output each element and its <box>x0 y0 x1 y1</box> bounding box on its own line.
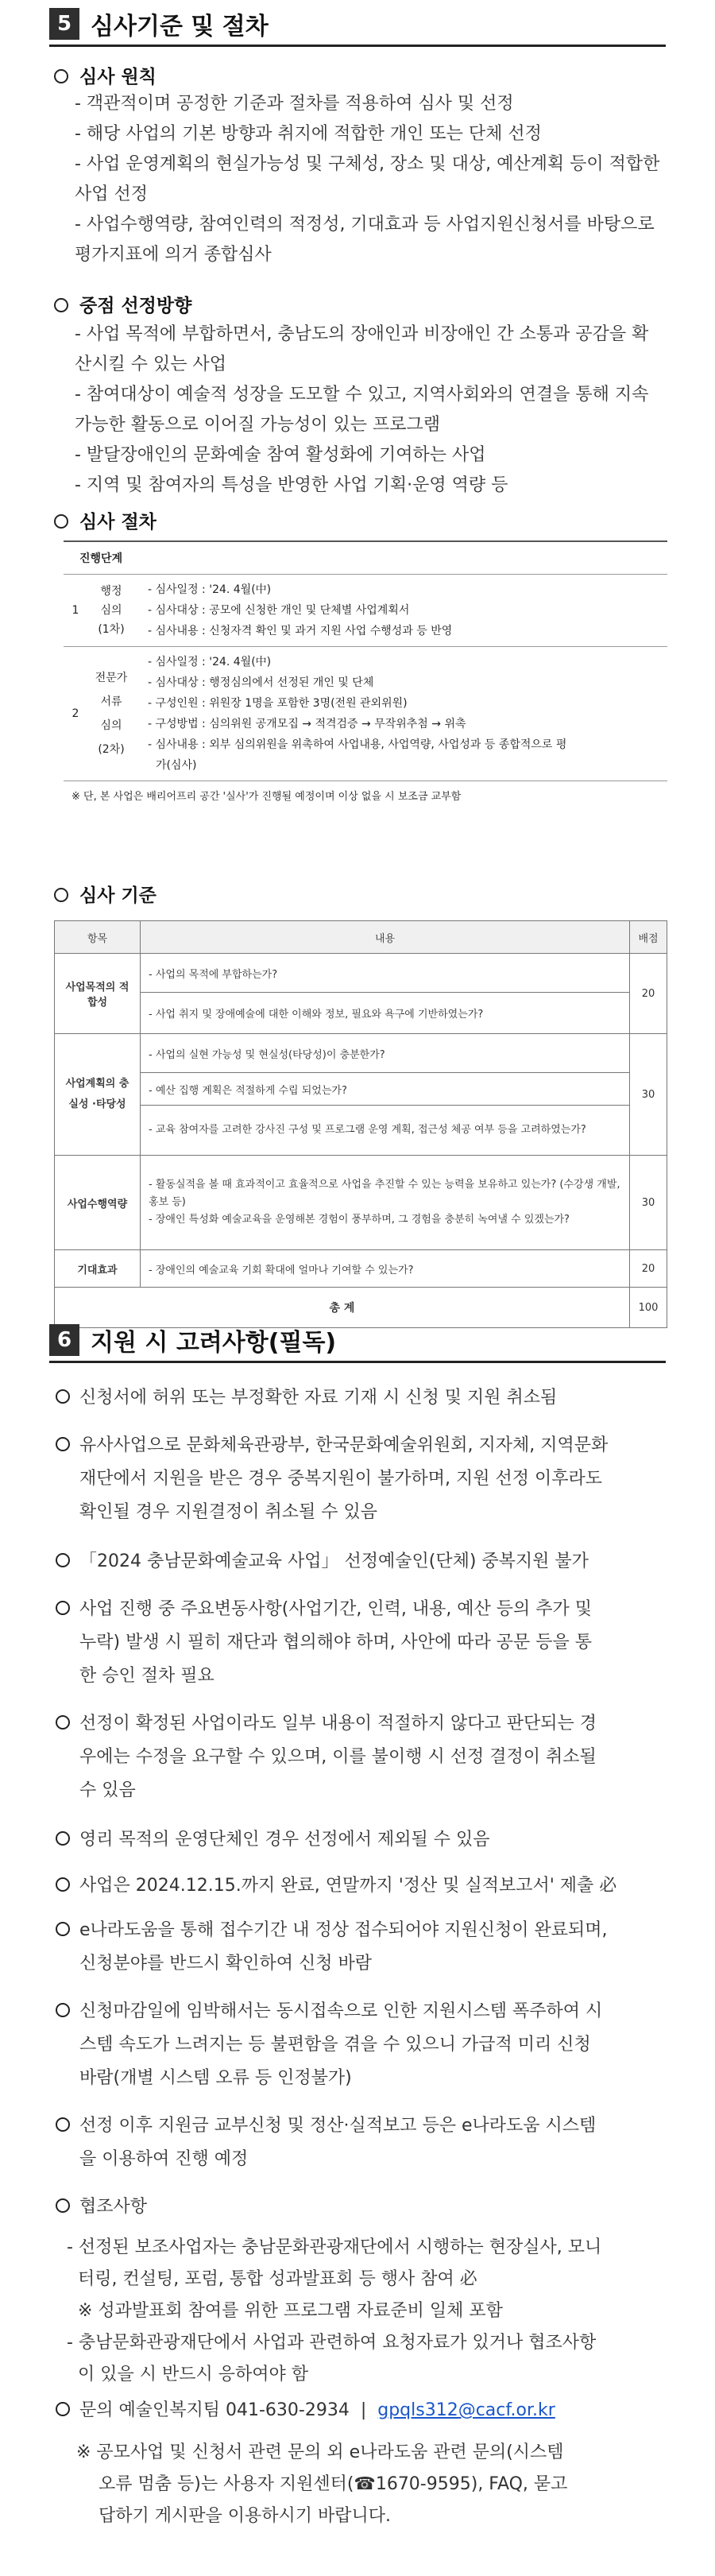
criteria-name: 사업목적의 적합성 <box>55 954 141 1034</box>
circle-bullet-icon <box>54 514 68 529</box>
circle-bullet-icon <box>56 1715 70 1730</box>
criteria-item: - 사업의 목적에 부합하는가? <box>141 954 630 993</box>
criteria-table <box>54 920 667 1328</box>
note-text: 답하기 게시판을 이용하시기 바랍니다. <box>99 2506 392 2526</box>
notice-text: 선정 이후 지원금 교부신청 및 정산·실적보고 등은 e나라도움 시스템 <box>79 2116 597 2136</box>
notice-item <box>56 2109 667 2176</box>
header-cell: 항목 <box>55 921 141 954</box>
procedure-row <box>64 647 667 781</box>
notice-text: 유사사업으로 문화체육관광부, 한국문화예술위원회, 지자체, 지역문화 <box>79 1435 609 1455</box>
circle-bullet-icon <box>56 1389 70 1404</box>
circle-bullet-icon <box>56 1877 70 1892</box>
focus-item: - 발달장애인의 문화예술 참여 활성화에 기여하는 사업 <box>75 445 486 465</box>
notice-text: 사업 진행 중 주요변동사항(사업기간, 인력, 내용, 예산 등의 추가 및 <box>79 1599 593 1619</box>
procedure-note: ※ 단, 본 사업은 배리어프리 공간 '실사'가 진행될 예정이며 이상 없을 시 보조금 교부함 <box>72 791 462 803</box>
criteria-name: 기대효과 <box>55 1250 141 1288</box>
circle-bullet-icon <box>54 69 68 83</box>
note-text: 오류 멈춤 등)는 사용자 지원센터(☎1670-9595), FAQ, 묻고 <box>99 2474 568 2494</box>
criteria-total-row <box>55 1288 667 1328</box>
circle-bullet-icon <box>56 2117 70 2132</box>
criteria-item: - 사업 취지 및 장애예술에 대한 이해와 정보, 필요와 욕구에 기반하였는가? <box>141 993 630 1034</box>
criteria-row <box>55 954 667 993</box>
notice-text: 선정이 확정된 사업이라도 일부 내용이 적절하지 않다고 판단되는 경 <box>79 1714 597 1733</box>
criteria-item: - 예산 집행 계획은 적절하게 수립 되었는가? <box>141 1073 630 1106</box>
circle-bullet-icon <box>56 1553 70 1567</box>
circle-bullet-icon <box>56 1831 70 1846</box>
subsection-procedure <box>54 507 157 533</box>
notice-item <box>56 1869 667 1903</box>
subsection-title: 심사 원칙 <box>79 67 157 87</box>
notice-text: 확인될 경우 지원결정이 취소될 수 있음 <box>79 1502 377 1522</box>
notice-item <box>56 1707 667 1807</box>
notice-item <box>56 1995 667 2095</box>
contact-item <box>56 2394 667 2427</box>
criteria-item: - 장애인의 예술교육 기회 확대에 얼마나 기여할 수 있는가? <box>141 1250 630 1288</box>
coop-text: 터링, 컨설팅, 포럼, 통합 성과발표회 등 행사 참여 必 <box>67 2269 477 2289</box>
total-score: 100 <box>630 1288 667 1328</box>
notice-item <box>56 1429 667 1529</box>
criteria-header-row <box>55 921 667 954</box>
criteria-score: 30 <box>630 1156 667 1250</box>
notice-text: 우에는 수정을 요구할 수 있으며, 이를 불이행 시 선정 결정이 취소될 <box>79 1747 597 1767</box>
criteria-row <box>55 1250 667 1288</box>
notice-text: 신청서에 허위 또는 부정확한 자료 기재 시 신청 및 지원 취소됨 <box>79 1388 558 1408</box>
section-5-header <box>49 6 269 41</box>
notice-text: 을 이용하여 진행 예정 <box>79 2149 249 2169</box>
stage-text: (1차) <box>98 623 125 636</box>
detail-item: - 심사일정 : '24. 4월(中) <box>148 583 272 596</box>
stage-text: (2차) <box>98 743 125 756</box>
total-label: 총 계 <box>55 1288 630 1328</box>
detail-item: - 심사대상 : 행정심의에서 선정된 개인 및 단체 <box>148 676 374 689</box>
detail-item: - 심사대상 : 공모에 신청한 개인 및 단체별 사업계획서 <box>148 604 410 617</box>
circle-bullet-icon <box>56 2402 70 2416</box>
procedure-row <box>64 575 667 647</box>
criteria-row <box>55 1156 667 1250</box>
subsection-principle <box>54 62 157 88</box>
criteria-score: 30 <box>630 1034 667 1156</box>
stage-label <box>87 582 135 639</box>
notice-text: 누락) 발생 시 필히 재단과 협의해야 하며, 사안에 따라 공문 등을 통 <box>79 1633 593 1652</box>
notice-item <box>56 1545 667 1579</box>
notice-text: 「2024 충남문화예술교육 사업」 선정예술인(단체) 중복지원 불가 <box>79 1551 589 1571</box>
focus-item: - 참여대상이 예술적 성장을 도모할 수 있고, 지역사회와의 연결을 통해 지속가능한 활동으로 이어질 가능성이 있는 프로그램 <box>75 385 649 435</box>
principle-item: - 해당 사업의 기본 방향과 취지에 적합한 개인 또는 단체 선정 <box>75 124 542 144</box>
notice-text: 수 있음 <box>79 1780 136 1800</box>
detail-item: - 구성방법 : 심의위원 공개모집 → 적격검증 → 무작위추첨 → 위촉 <box>148 718 466 730</box>
stage-details <box>135 579 667 641</box>
coop-text: - 선정된 보조사업자는 충남문화관광재단에서 시행하는 현장실사, 모니 <box>67 2237 602 2257</box>
detail-item: - 심사내용 : 신청자격 확인 및 과거 지원 사업 수행성과 등 반영 <box>148 625 453 637</box>
coop-text: - 충남문화관광재단에서 사업과 관련하여 요청자료가 있거나 협조사항 <box>67 2333 597 2353</box>
detail-item: - 구성인원 : 위원장 1명을 포함한 3명(전원 관외위원) <box>148 697 408 710</box>
coop-text: ※ 성과발표회 참여를 위한 프로그램 자료준비 일체 포함 <box>67 2301 503 2321</box>
procedure-header: 진행단계 <box>64 540 667 575</box>
subsection-title: 중점 선정방향 <box>79 296 192 316</box>
criteria-row <box>55 1106 667 1156</box>
stage-text: 서류 <box>100 695 122 708</box>
circle-bullet-icon <box>56 2198 70 2213</box>
section-number: 6 <box>49 1324 79 1356</box>
circle-bullet-icon <box>56 1922 70 1936</box>
detail-item: - 심사일정 : '24. 4월(中) <box>148 656 272 668</box>
criteria-item: - 활동실적을 볼 때 효과적이고 효율적으로 사업을 추진할 수 있는 능력을 보유하고 있는가? (수강생 개발, 홍보 등) <box>149 1179 620 1208</box>
note-text: ※ 공모사업 및 신청서 관련 문의 외 e나라도움 관련 문의(시스템 <box>76 2442 564 2462</box>
stage-text: 심의 <box>100 719 122 732</box>
subsection-title: 심사 절차 <box>79 512 157 533</box>
contact-email-link[interactable]: gpqls312@cacf.or.kr <box>377 2400 555 2420</box>
notice-text: 협조사항 <box>79 2197 148 2217</box>
focus-item: - 사업 목적에 부합하면서, 충남도의 장애인과 비장애인 간 소통과 공감을 확산시킬 수 있는 사업 <box>75 324 649 374</box>
principle-item: - 사업수행역량, 참여인력의 적정성, 기대효과 등 사업지원신청서를 바탕으로 평가지표에 의거 종합심사 <box>75 215 655 265</box>
section-title: 심사기준 및 절차 <box>91 13 269 41</box>
circle-bullet-icon <box>54 298 68 312</box>
focus-item: - 지역 및 참여자의 특성을 반영한 사업 기획·운영 역량 등 <box>75 475 508 495</box>
help-note <box>76 2437 664 2532</box>
subsection-title: 심사 기준 <box>79 885 157 906</box>
criteria-item: - 장애인 특성화 예술교육을 운영해본 경험이 풍부하며, 그 경험을 충분히 녹여낼 수 있겠는가? <box>149 1214 570 1226</box>
section-title: 지원 시 고려사항(필독) <box>91 1329 337 1357</box>
coop-item <box>67 2232 655 2391</box>
notice-text: 사업은 2024.12.15.까지 완료, 연말까지 '정산 및 실적보고서' 제출 必 <box>79 1876 617 1896</box>
procedure-table <box>64 540 667 803</box>
notice-text: 바람(개별 시스템 오류 등 인정불가) <box>79 2068 352 2088</box>
detail-item: - 심사내용 : 외부 심의위원을 위촉하여 사업내용, 사업역량, 사업성과 등 종합적으로 평가(심사) <box>148 738 567 772</box>
criteria-row <box>55 993 667 1034</box>
notice-text: 영리 목적의 운영단체인 경우 선정에서 제외될 수 있음 <box>79 1830 490 1850</box>
circle-bullet-icon <box>56 1601 70 1615</box>
criteria-item: - 교육 참여자를 고려한 강사진 구성 및 프로그램 운영 계획, 접근성 체공 여부 등을 고려하였는가? <box>141 1106 630 1156</box>
principle-item: - 객관적이며 공정한 기준과 절차를 적용하여 심사 및 선정 <box>75 94 514 114</box>
notice-text: 스템 속도가 느려지는 등 불편함을 겪을 수 있으니 가급적 미리 신청 <box>79 2035 591 2055</box>
header-cell: 배점 <box>630 921 667 954</box>
subsection-criteria <box>54 881 157 907</box>
notice-text: e나라도움을 통해 접수기간 내 정상 접수되어야 지원신청이 완료되며, <box>79 1920 608 1940</box>
stage-label <box>87 666 135 761</box>
notice-item <box>56 2191 667 2224</box>
notice-text: 신청마감일에 임박해서는 동시접속으로 인한 지원시스템 폭주하여 시 <box>79 2001 603 2021</box>
criteria-name: 사업계획의 충실성 ·타당성 <box>55 1034 141 1156</box>
subsection-focus <box>54 291 191 317</box>
step-number: 1 <box>72 604 79 617</box>
stage-text: 심의 <box>100 604 122 617</box>
criteria-row <box>55 1073 667 1106</box>
criteria-score: 20 <box>630 954 667 1034</box>
stage-details <box>135 652 667 776</box>
notice-item <box>56 1914 667 1981</box>
section-divider <box>49 1361 666 1363</box>
criteria-score: 20 <box>630 1250 667 1288</box>
contact-text: 문의 예술인복지팀 041-630-2934 | <box>79 2400 378 2420</box>
section-number: 5 <box>49 8 79 40</box>
notice-item <box>56 1593 667 1693</box>
notice-text: 한 승인 절차 필요 <box>79 1666 214 1686</box>
stage-text: 전문가 <box>95 672 128 684</box>
notice-text: 신청분야를 반드시 확인하여 신청 바람 <box>79 1954 373 1974</box>
section-divider <box>49 45 666 47</box>
criteria-item: - 사업의 실현 가능성 및 현실성(타당성)이 충분한가? <box>141 1034 630 1073</box>
notice-text: 재단에서 지원을 받은 경우 중복지원이 불가하며, 지원 선정 이후라도 <box>79 1469 602 1489</box>
circle-bullet-icon <box>54 888 68 902</box>
notice-item <box>56 1381 667 1415</box>
criteria-items <box>141 1156 630 1250</box>
section-6-header <box>49 1323 336 1358</box>
notice-item <box>56 1823 667 1857</box>
coop-text: 이 있을 시 반드시 응하여야 함 <box>67 2365 308 2384</box>
stage-text: 행정 <box>100 585 122 598</box>
header-cell: 내용 <box>141 921 630 954</box>
step-number: 2 <box>72 707 79 720</box>
circle-bullet-icon <box>56 1437 70 1451</box>
circle-bullet-icon <box>56 2003 70 2017</box>
principle-item: - 사업 운영계획의 현실가능성 및 구체성, 장소 및 대상, 예산계획 등이 적합한 사업 선정 <box>75 154 660 204</box>
criteria-name: 사업수행역량 <box>55 1156 141 1250</box>
criteria-row <box>55 1034 667 1073</box>
